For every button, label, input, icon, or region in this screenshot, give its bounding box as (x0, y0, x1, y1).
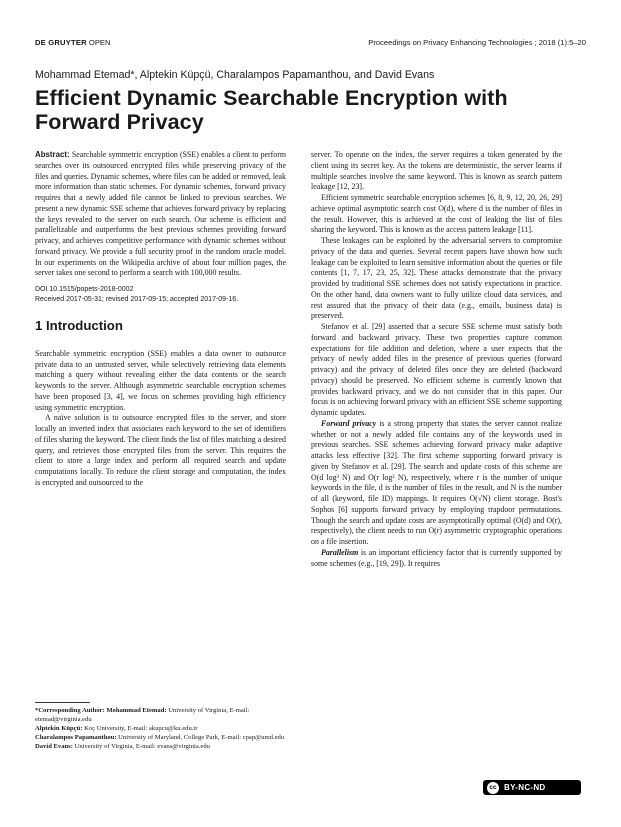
footnote-4: David Evans: University of Virginia, E-mail: evans@virginia.edu (35, 743, 210, 750)
author-footnotes (35, 706, 286, 751)
right-paragraph-1: server. To operate on the index, the server requires a token generated by the client using its secret key. As the tokens are deterministic, the server learns if multiple searches involve the same keyword. This is known as search pattern leakage [12, 23]. (311, 150, 562, 192)
forward-privacy-lead: Forward privacy (321, 418, 377, 428)
section-heading-introduction: 1 Introduction (35, 318, 123, 333)
parallelism-lead: Parallelism (321, 547, 359, 557)
footnote-2: Alptekin Küpçü: Koç University, E-mail: akupcu@ku.edu.tr (35, 725, 198, 732)
footnote-1: *Corresponding Author: Mohammad Etemad: University of Virginia, E-mail: etemad@virginia.edu (35, 707, 250, 723)
intro-paragraph-2: A naïve solution is to outsource encrypted files to the server, and store locally an inverted index that associates each keyword to the set of identifiers of files sharing the keyword. The client finds the list of files matching a desired query, and retrieves those encrypted files from the server. This requires the client to store a large index and perform all required search and update computations locally. To reduce the client storage and computation, the index is encrypted and outsourced to the (35, 413, 286, 487)
abstract (35, 150, 286, 279)
right-paragraph-2: Efficient symmetric searchable encryption schemes [6, 8, 9, 12, 20, 26, 29] achieve optimal asymptotic search cost O(d), where d is the number of files in the result. However, this is achieved at the cost of leaking the list of files sharing the keyword. This is known as the access pattern leakage [11]. (311, 193, 562, 235)
license-badge[interactable] (483, 780, 581, 795)
intro-paragraph-1: Searchable symmetric encryption (SSE) enables a data owner to outsource private data to an untrusted server, while selectively retrieving data elements matching a query without revealing either the data contents or the search keywords to the server. Although asymmetric searchable encryption schemes have been proposed [3, 4], we focus on schemes providing high efficiency using symmetric encryption. (35, 348, 286, 412)
right-paragraph-4: Stefanov et al. [29] asserted that a secure SSE scheme must satisfy both forward and backward privacy. These two properties capture common expectations for file addition and deletion, where a user expects that the privacy of newly added files in the presence of previous queries (forward privacy) and the privacy of deleted files once they are deleted (backward privacy) should be preserved. No efficient scheme is currently known that provides backward privacy, and we do not consider that in this paper. Our focus is on achieving forward privacy with an efficient SSE scheme supporting dynamic updates. (311, 322, 562, 417)
creative-commons-icon: cc (487, 782, 499, 794)
page-header (35, 38, 586, 50)
received-dates: Received 2017-05-31; revised 2017-09-15; accepted 2017-09-16. (35, 296, 239, 303)
author-list: Mohammad Etemad*, Alptekin Küpçü, Charalampos Papamanthou, and David Evans (35, 69, 435, 81)
right-column (311, 150, 562, 569)
publisher-name: DE GRUYTER OPEN (35, 38, 111, 47)
abstract-label: Abstract: (35, 150, 70, 159)
journal-citation: Proceedings on Privacy Enhancing Technologies ; 2018 (1):5–20 (368, 38, 586, 47)
left-column (35, 150, 286, 489)
license-label: BY-NC-ND (504, 783, 546, 792)
footnote-3: Charalampos Papamanthou: University of Maryland, College Park, E-mail: cpap@umd.edu (35, 734, 285, 741)
right-paragraph-6: Parallelism is an important efficiency factor that is currently supported by some schemes (e.g., [19, 29]). It requires (311, 547, 562, 568)
footnote-divider (35, 702, 90, 703)
paper-title: Efficient Dynamic Searchable Encryption with Forward Privacy (35, 86, 508, 134)
right-paragraph-5: Forward privacy is a strong property that states the server cannot realize whether or not a newly added file contains any of the keywords used in previous searches. SSE schemes achieving forward privacy make adaptive attacks less effective [32]. The first scheme supporting forward privacy is given by Stefanov et al. [29]. The search and update costs of this scheme are O(d log³ N) and O(r log² N), respectively, where r is the number of unique keywords in the file, d is the number of files in the result, and N is the number of all (keyword, file ID) mappings. It requires O(√N) client storage. Bost's Sophos [6] supports forward privacy by employing trapdoor permutations. Though the search and update costs are asymptotically optimal (O(d) and O(r), respectively), the client needs to run O(r) asymmetric cryptographic operations on a file insertion. (311, 418, 562, 546)
abstract-text: Searchable symmetric encryption (SSE) enables a client to perform searches over its outsourced encrypted files while preserving privacy of the files and queries. Dynamic schemes, where files can be added or removed, leak more information than static schemes. For dynamic schemes, forward privacy requires that a newly added file cannot be linked to previous searches. We present a new dynamic SSE scheme that achieves forward privacy by replacing the keys revealed to the server on each search. Our scheme is efficient and parallelizable and outperforms the best previous schemes providing forward privacy, and achieves competitive performance with dynamic schemes without forward privacy. We provide a full security proof in the random oracle model. In our experiments on the Wikipedia archive of about four million pages, the server takes one second to perform a search with 100,000 results. (35, 150, 286, 278)
doi[interactable]: DOI 10.1515/popets-2018-0002 (35, 286, 134, 293)
right-paragraph-3: These leakages can be exploited by the adversarial servers to compromise privacy of the data and queries. Several recent papers have shown how such leakage can be exploited to learn sensitive information about the queries or file contents [1, 7, 17, 23, 25, 32]. These attacks demonstrate that the privacy provided by traditional SSE schemes does not satisfy expectations in practice. On the other hand, data owners want to fully utilize cloud data services, and rest assured that the privacy of their data (e.g., emails, business data) is preserved. (311, 236, 562, 321)
